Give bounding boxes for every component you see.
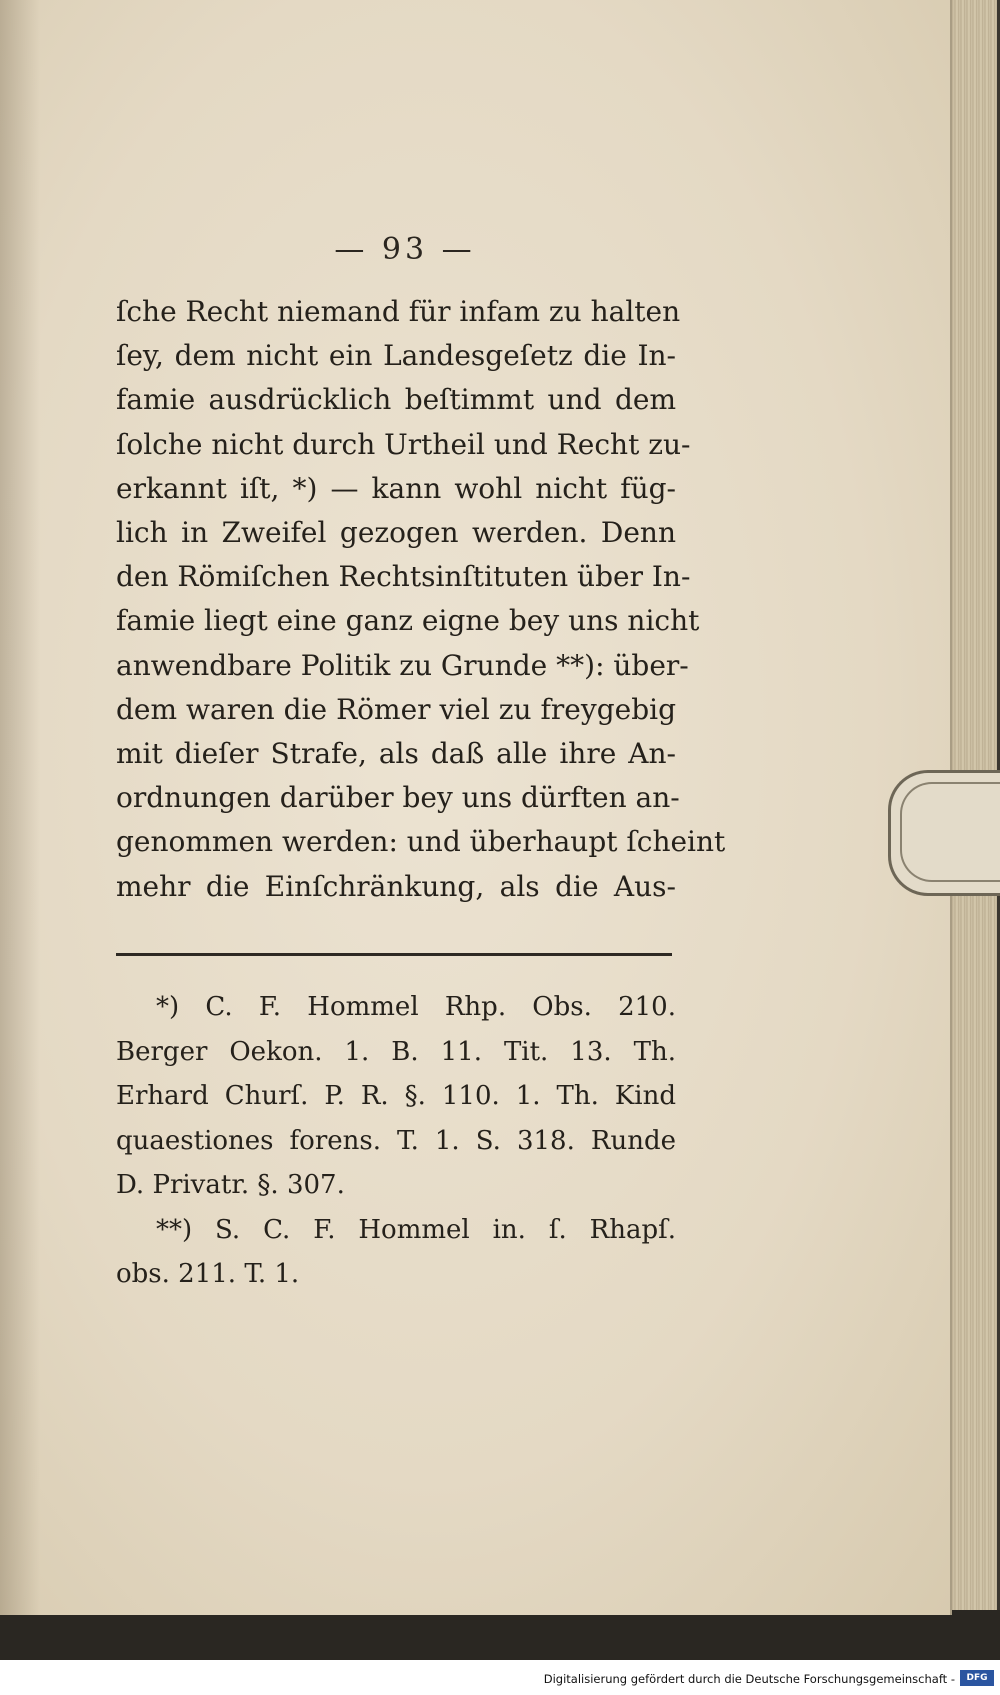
body-line: famie liegt eine ganz eigne bey uns nicht: [116, 604, 700, 638]
body-line: anwendbare Politik zu Grunde **): über-: [116, 648, 689, 682]
footnote-line: D. Privatr. §. 307.: [116, 1170, 345, 1200]
body-text: [116, 290, 726, 909]
body-line: genommen werden: und überhaupt ſcheint: [116, 825, 726, 859]
body-line: dem waren die Römer viel zu freygebig: [116, 692, 676, 726]
footnote-line: Erhard Churſ. P. R. §. 110. 1. Th. Kind: [116, 1081, 676, 1111]
footnote-line: *) C. F. Hommel Rhp. Obs. 210.: [156, 992, 676, 1022]
footnote-line: quaestiones forens. T. 1. S. 318. Runde: [116, 1125, 676, 1156]
body-line: ſche Recht niemand für infam zu halten: [116, 295, 681, 328]
body-line: ſey, dem nicht ein Landesgeſetz die In-: [116, 339, 676, 373]
footnote-divider: [116, 953, 672, 956]
gutter-shadow: [0, 0, 40, 1615]
body-line: famie ausdrücklich beſtimmt und dem: [116, 383, 676, 417]
paper-clip-inner: [900, 782, 1000, 882]
page-stack-bottom: [0, 1610, 1000, 1660]
body-line: mit dieſer Strafe, als daß alle ihre An-: [116, 737, 676, 771]
footnote-line: obs. 211. T. 1.: [116, 1259, 300, 1289]
body-line: ſolche nicht durch Urtheil und Recht zu-: [116, 427, 691, 461]
body-line: mehr die Einſchränkung, als die Aus-: [116, 869, 676, 903]
dfg-logo-icon: DFG: [960, 1670, 994, 1686]
footnote-line: Berger Oekon. 1. B. 11. Tit. 13. Th.: [116, 1036, 676, 1067]
footnotes: [116, 985, 676, 1297]
digitization-credit: Digitalisierung gefördert durch die Deutsche Forschungsgemeinschaft -: [543, 1672, 955, 1686]
footnote-line: **) S. C. F. Hommel in. ſ. Rhapſ.: [156, 1214, 676, 1245]
body-line: erkannt iſt, *) — kann wohl nicht füg-: [116, 471, 676, 505]
page-header: — 93 —: [334, 232, 476, 267]
body-line: ordnungen darüber bey uns dürften an-: [116, 781, 680, 815]
body-line: den Römiſchen Rechtsinſtituten über In-: [116, 560, 691, 594]
body-line: lich in Zweifel gezogen werden. Denn: [116, 516, 676, 550]
